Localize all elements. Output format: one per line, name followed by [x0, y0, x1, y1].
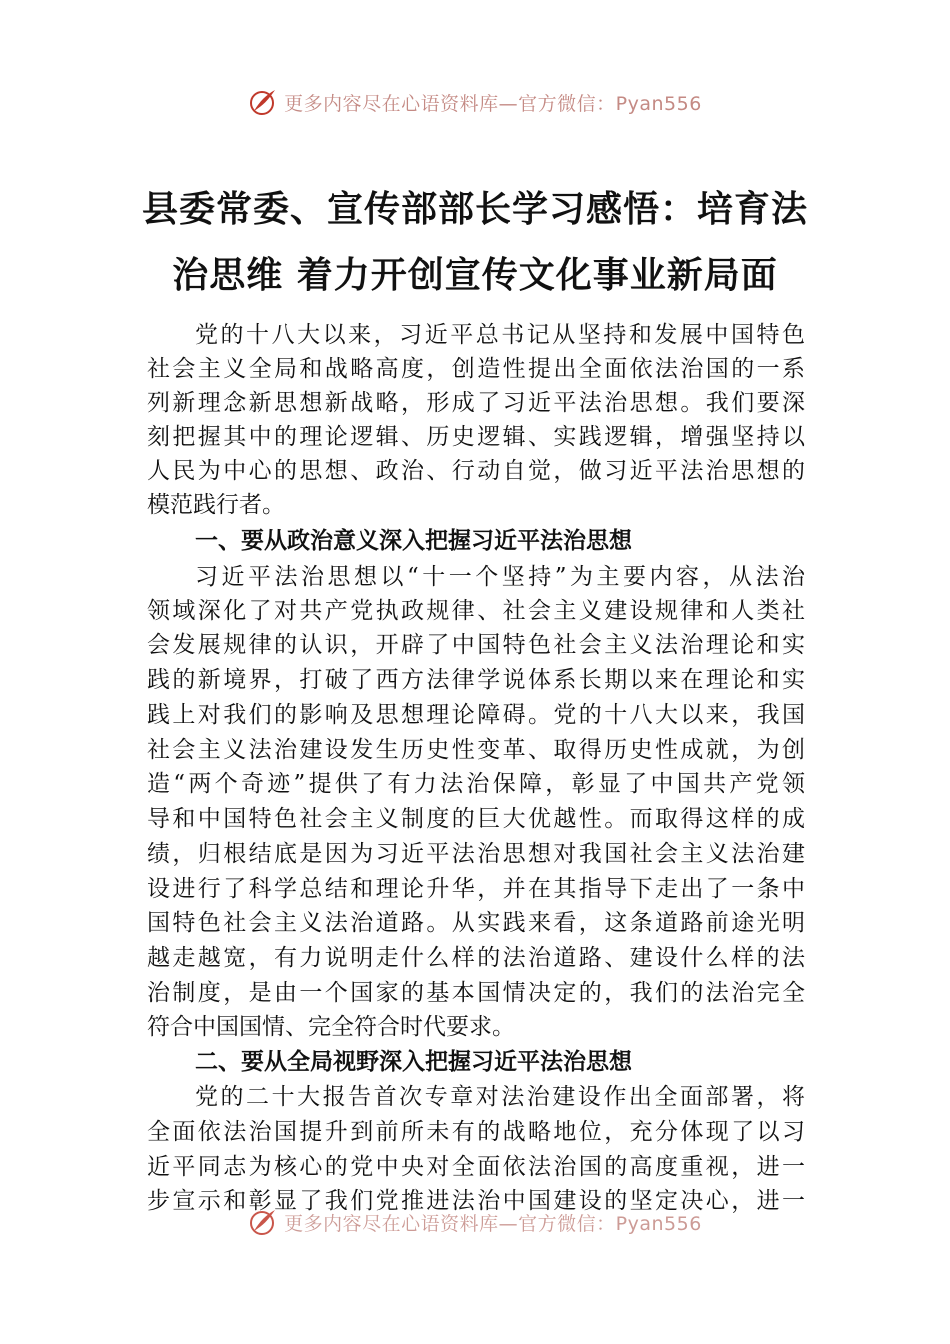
paragraph-line: 党的二十大报告首次专章对法治建设作出全面部署，将: [195, 1084, 805, 1110]
paragraph-line: 越走越宽，有力说明走什么样的法治道路、建设什么样的法: [147, 945, 805, 971]
watermark-text: 更多内容尽在心语资料库—官方微信：Pyan556: [284, 1212, 702, 1235]
paragraph-line: 模范践行者。: [147, 492, 285, 518]
paragraph-line: 设进行了科学总结和理论升华，并在其指导下走出了一条中: [147, 876, 805, 902]
paragraph-line: 全面依法治国提升到前所未有的战略地位，充分体现了以习: [147, 1119, 805, 1145]
paragraph-line: 近平同志为核心的党中央对全面依法治国的高度重视，进一: [147, 1154, 805, 1180]
paragraph-line: 会发展规律的认识，开辟了中国特色社会主义法治理论和实: [147, 632, 805, 658]
section-heading-1: 一、要从政治意义深入把握习近平法治思想: [195, 528, 632, 554]
section-heading-2: 二、要从全局视野深入把握习近平法治思想: [195, 1049, 632, 1075]
paragraph-line: 践上对我们的影响及思想理论障碍。党的十八大以来，我国: [147, 702, 805, 728]
paragraph-line: 社会主义法治建设发生历史性变革、取得历史性成就，为创: [147, 737, 805, 763]
watermark-text: 更多内容尽在心语资料库—官方微信：Pyan556: [284, 92, 702, 115]
paragraph-line: 导和中国特色社会主义制度的巨大优越性。而取得这样的成: [147, 806, 805, 832]
paragraph-line: 符合中国国情、完全符合时代要求。: [147, 1014, 515, 1040]
paragraph-line: 践的新境界，打破了西方法律学说体系长期以来在理论和实: [147, 667, 805, 693]
paragraph-line: 步宣示和彰显了我们党推进法治中国建设的坚定决心，进一: [147, 1188, 805, 1214]
paragraph-line: 领域深化了对共产党执政规律、社会主义建设规律和人类社: [147, 598, 805, 624]
paragraph-line: 绩，归根结底是因为习近平法治思想对我国社会主义法治建: [147, 841, 805, 867]
watermark-header: [0, 82, 950, 122]
watermark-footer: [0, 1202, 950, 1242]
paragraph-line: 社会主义全局和战略高度，创造性提出全面依法治国的一系: [147, 356, 805, 382]
paragraph-line: 刻把握其中的理论逻辑、历史逻辑、实践逻辑，增强坚持以: [147, 424, 805, 450]
quill-logo-icon: [248, 87, 278, 117]
document-title-line-1: 县委常委、宣传部部长学习感悟：培育法: [141, 188, 808, 230]
paragraph-line: 党的十八大以来，习近平总书记从坚持和发展中国特色: [195, 322, 805, 348]
paragraph-line: 习近平法治思想以“十一个坚持”为主要内容，从法治: [195, 564, 805, 590]
quill-logo-icon: [248, 1207, 278, 1237]
paragraph-line: 列新理念新思想新战略，形成了习近平法治思想。我们要深: [147, 390, 805, 416]
paragraph-line: 国特色社会主义法治道路。从实践来看，这条道路前途光明: [147, 910, 805, 936]
paragraph-line: 人民为中心的思想、政治、行动自觉，做习近平法治思想的: [147, 458, 805, 484]
paragraph-line: 治制度，是由一个国家的基本国情决定的，我们的法治完全: [147, 980, 805, 1006]
document-title-line-2: 治思维 着力开创宣传文化事业新局面: [172, 254, 778, 296]
paragraph-line: 造“两个奇迹”提供了有力法治保障，彰显了中国共产党领: [147, 771, 805, 797]
